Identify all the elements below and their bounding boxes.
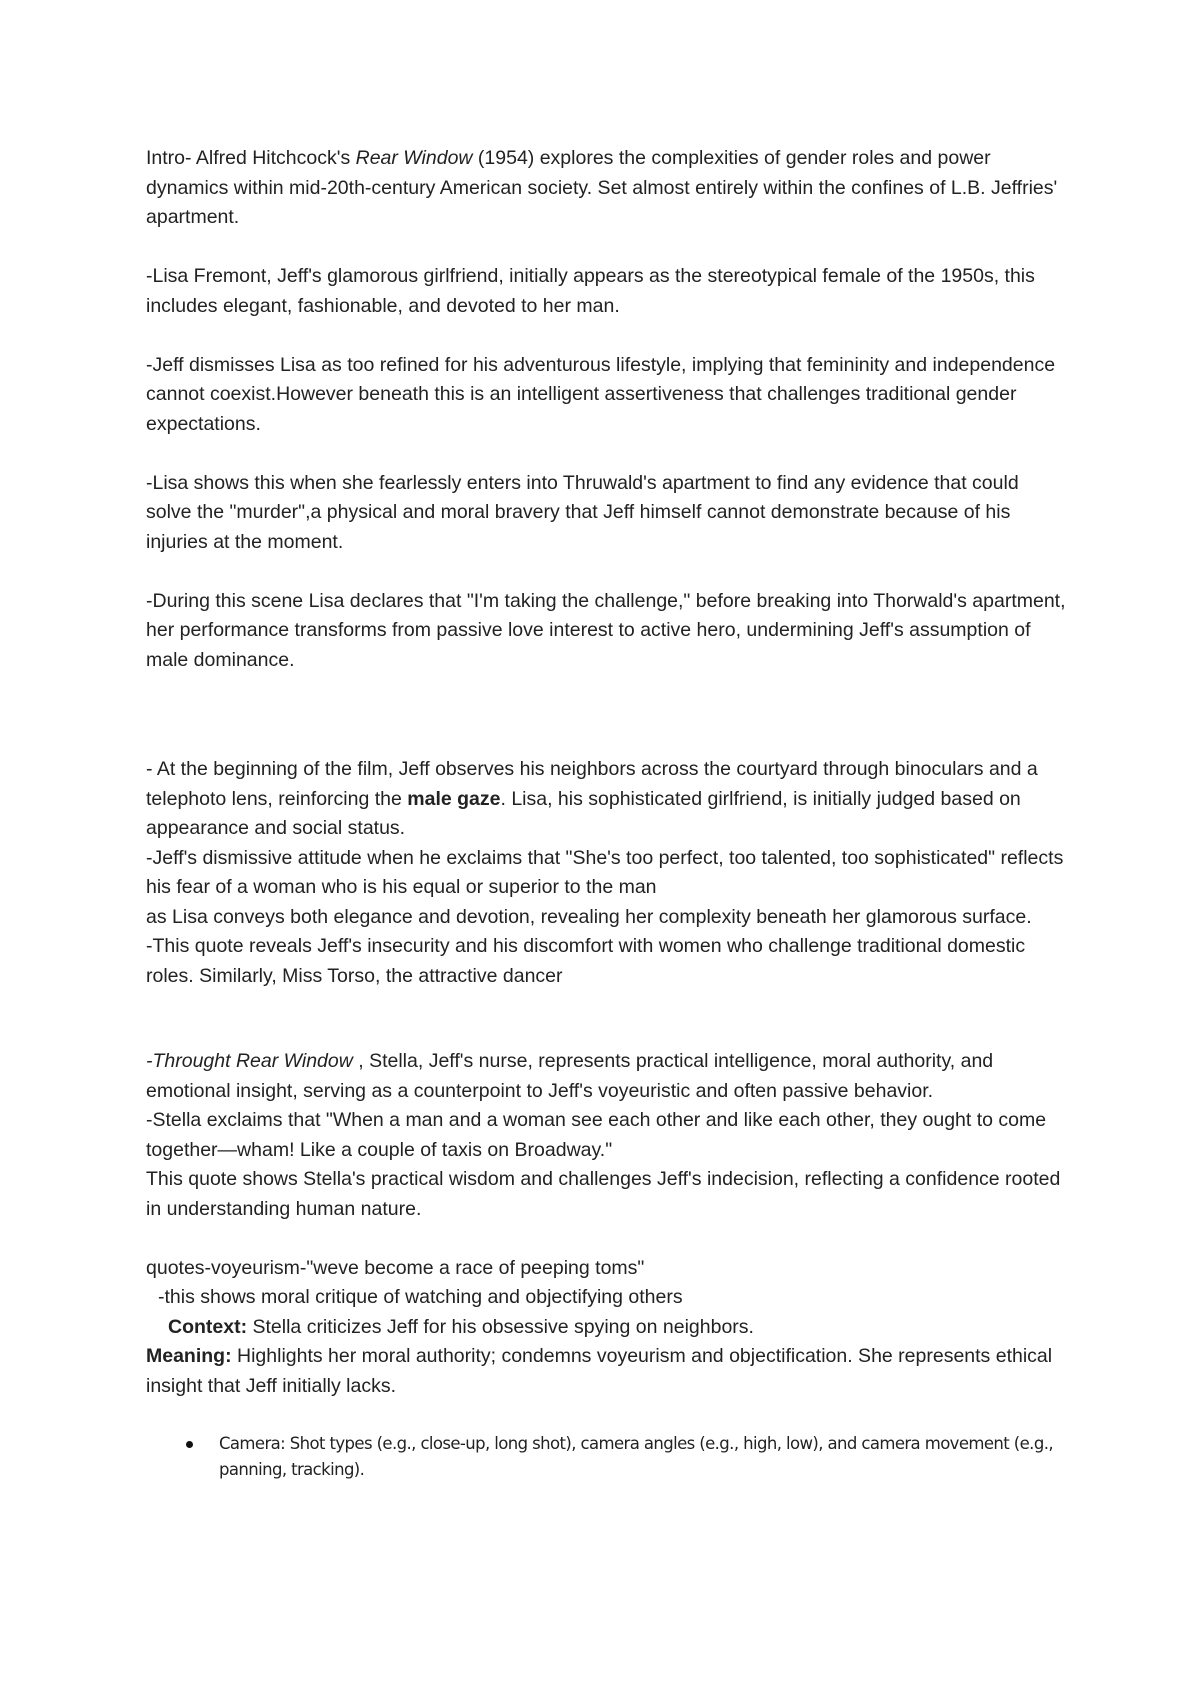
gaze-pre: - At the beginning of the film, Jeff observes his neighbors across the courtyard through binoculars and a telephoto lens, reinforcing the <box>146 758 1038 810</box>
document-body <box>146 144 1066 1483</box>
stella-meaning-paragraph: This quote shows Stella's practical wisdom and challenges Jeff's indecision, reflecting a confidence rooted in understanding human nature. <box>146 1168 1061 1220</box>
bullet-dot-icon <box>186 1441 193 1448</box>
gaze-paragraph <box>146 755 1066 844</box>
meaning-text: Highlights her moral authority; condemns voyeurism and objectification. She represents ethical insight that Jeff initially lacks. <box>146 1345 1053 1397</box>
intro-pre: Intro- Alfred Hitchcock's <box>146 147 356 169</box>
critique-line: -this shows moral critique of watching and objectifying others <box>158 1286 683 1308</box>
quotes-line: quotes-voyeurism-"weve become a race of peeping toms" <box>146 1256 645 1279</box>
gaze-post: . Lisa, his sophisticated girlfriend, is initially judged based on appearance and social status. <box>146 787 1021 839</box>
context-label: Context: <box>168 1315 248 1338</box>
context-line <box>146 1313 1066 1343</box>
stella-post: , Stella, Jeff's nurse, represents practical intelligence, moral authority, and emotional insight, serving as a counterpoint to Jeff's voyeuristic and often passive behavior. <box>146 1050 994 1102</box>
spacer <box>146 1401 1066 1431</box>
spacer <box>146 557 1066 587</box>
meaning-label: Meaning: <box>146 1345 232 1367</box>
perfect-continuation-paragraph: as Lisa conveys both elegance and devotion, revealing her complexity beneath her glamorous surface. <box>146 905 1032 928</box>
meaning-paragraph <box>146 1342 1066 1401</box>
film-title: Rear Window <box>355 147 473 169</box>
spacer <box>146 439 1066 469</box>
spacer <box>146 233 1066 263</box>
perfect-quote-paragraph: -Jeff's dismissive attitude when he exclaims that "She's too perfect, too talented, too sophisticated" reflects his fear of a woman who is his equal or superior to the man <box>146 846 1064 898</box>
bullet-list <box>146 1431 1066 1483</box>
spacer <box>146 991 1066 1047</box>
spacer <box>146 1224 1066 1254</box>
intro-paragraph <box>146 144 1066 233</box>
spacer <box>146 321 1066 351</box>
spacer <box>146 675 1066 755</box>
intro-post: (1954) explores the complexities of gender roles and power dynamics within mid-20th-century American society. Set almost entirely within the confines of L.B. Jeffries' apartment. <box>146 147 1058 228</box>
context-text: Stella criticizes Jeff for his obsessive spying on neighbors. <box>247 1315 754 1338</box>
stella-italic: -Throught Rear Window <box>146 1050 353 1072</box>
list-item <box>146 1431 1066 1483</box>
bravery-paragraph: -Lisa shows this when she fearlessly enters into Thruwald's apartment to find any evidence that could solve the "murder",a physical and moral bravery that Jeff himself cannot demonstrate because of his injuries at the moment. <box>146 471 1019 553</box>
dismiss-paragraph: -Jeff dismisses Lisa as too refined for his adventurous lifestyle, implying that femininity and independence cannot coexist.However beneath this is an intelligent assertiveness that challenges traditional gender expectations. <box>146 353 1056 435</box>
stella-paragraph <box>146 1047 1066 1106</box>
male-gaze-term: male gaze <box>407 787 501 810</box>
challenge-paragraph: -During this scene Lisa declares that "I'm taking the challenge," before breaking into Thorwald's apartment, her performance transforms from passive love interest to active hero, undermining Jeff's assumption of male dominance. <box>146 589 1066 671</box>
bullet-text: Camera: Shot types (e.g., close-up, long shot), camera angles (e.g., high, low), and camera movement (e.g., panning, tracking). <box>219 1433 1053 1479</box>
insecurity-paragraph: -This quote reveals Jeff's insecurity and his discomfort with women who challenge traditional domestic roles. Similarly, Miss Torso, the attractive dancer <box>146 935 1026 987</box>
lisa-intro-paragraph: -Lisa Fremont, Jeff's glamorous girlfriend, initially appears as the stereotypical female of the 1950s, this includes elegant, fashionable, and devoted to her man. <box>146 265 1035 317</box>
stella-quote-paragraph: -Stella exclaims that "When a man and a woman see each other and like each other, they ought to come together—wham! Like a couple of taxis on Broadway." <box>146 1109 1047 1161</box>
